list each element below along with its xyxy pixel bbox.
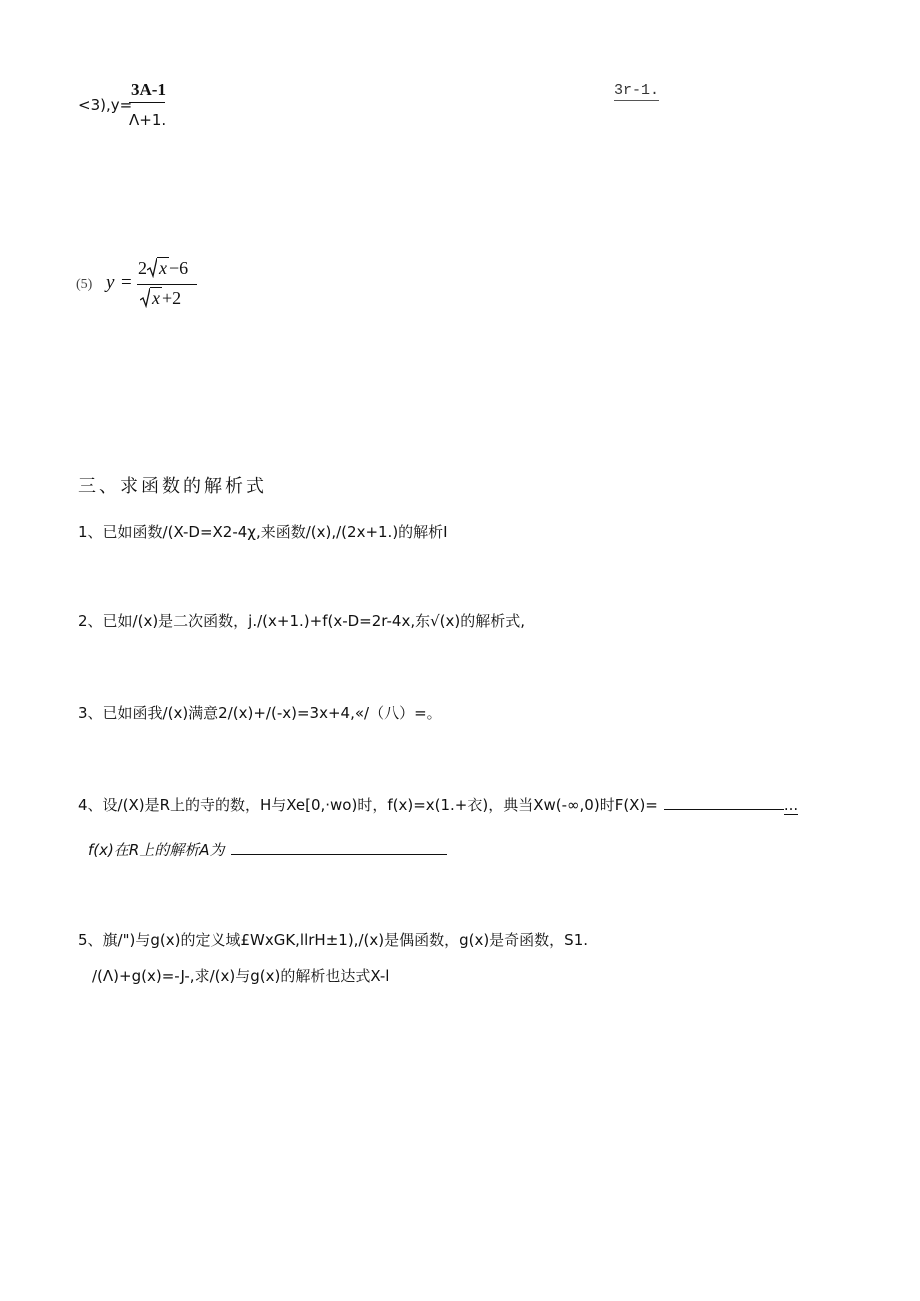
- question-3: 3、已如函我/(x)满意2/(x)+/(-x)=3x+4,«/（八）=。: [78, 704, 442, 722]
- problem-5-numerator: [138, 258, 188, 279]
- problem-3-denominator: Λ+1.: [129, 111, 167, 129]
- question-5: 5、旗/")与g(x)的定义域£WxGK,llrH±1),/(x)是偶函数，g(x)是奇函数，S1.: [78, 931, 589, 949]
- question-1: 1、已如函数/(X-D=X2-4χ,来函数/(x),/(2x+1.)的解析I: [78, 523, 448, 541]
- problem-3-right-note: 3r-1.: [614, 82, 660, 99]
- question-4-text: 4、设/(X)是R上的寺的数，H与Xe[0,·wo)时，f(x)=x(1.+衣)，典当Xw(-∞,0)时F(X)=: [78, 796, 658, 814]
- problem-3-fraction-bar: [129, 102, 165, 103]
- problem-5-fraction-bar: [137, 284, 197, 285]
- question-4-line-2: [88, 840, 447, 860]
- sqrt-icon: [147, 258, 157, 278]
- numerator-rest: −6: [169, 258, 189, 278]
- section-heading: 三、求函数的解析式: [78, 476, 267, 497]
- answer-blank-expression: [231, 854, 447, 855]
- question-4-tail: ...: [783, 796, 799, 814]
- denominator-rest: +2: [162, 288, 182, 308]
- question-4-line-2-text: f(x)在R上的解析A为: [88, 841, 225, 859]
- question-4: [78, 795, 798, 815]
- sqrt-icon: [140, 288, 150, 308]
- question-2: 2、已如/(x)是二次函数，j./(x+1.)+f(x-D=2r-4x,东√(x)的解析式,: [78, 612, 525, 630]
- numerator-coefficient: 2: [138, 258, 147, 278]
- denominator-radicand: x: [152, 288, 160, 308]
- numerator-radicand: x: [159, 258, 167, 278]
- answer-blank-negative-case: [664, 809, 784, 810]
- problem-3-numerator: 3A-1: [131, 80, 166, 99]
- question-5-line-2: /(Λ)+g(x)=-J-,求/(x)与g(x)的解析也达式X-l: [92, 967, 390, 985]
- problem-5-equals: =: [121, 272, 132, 293]
- problem-5-denominator: [140, 288, 181, 309]
- problem-5-label: (5): [76, 277, 93, 292]
- problem-3-label: <3),y=: [78, 96, 133, 114]
- problem-5-y: y: [106, 272, 115, 293]
